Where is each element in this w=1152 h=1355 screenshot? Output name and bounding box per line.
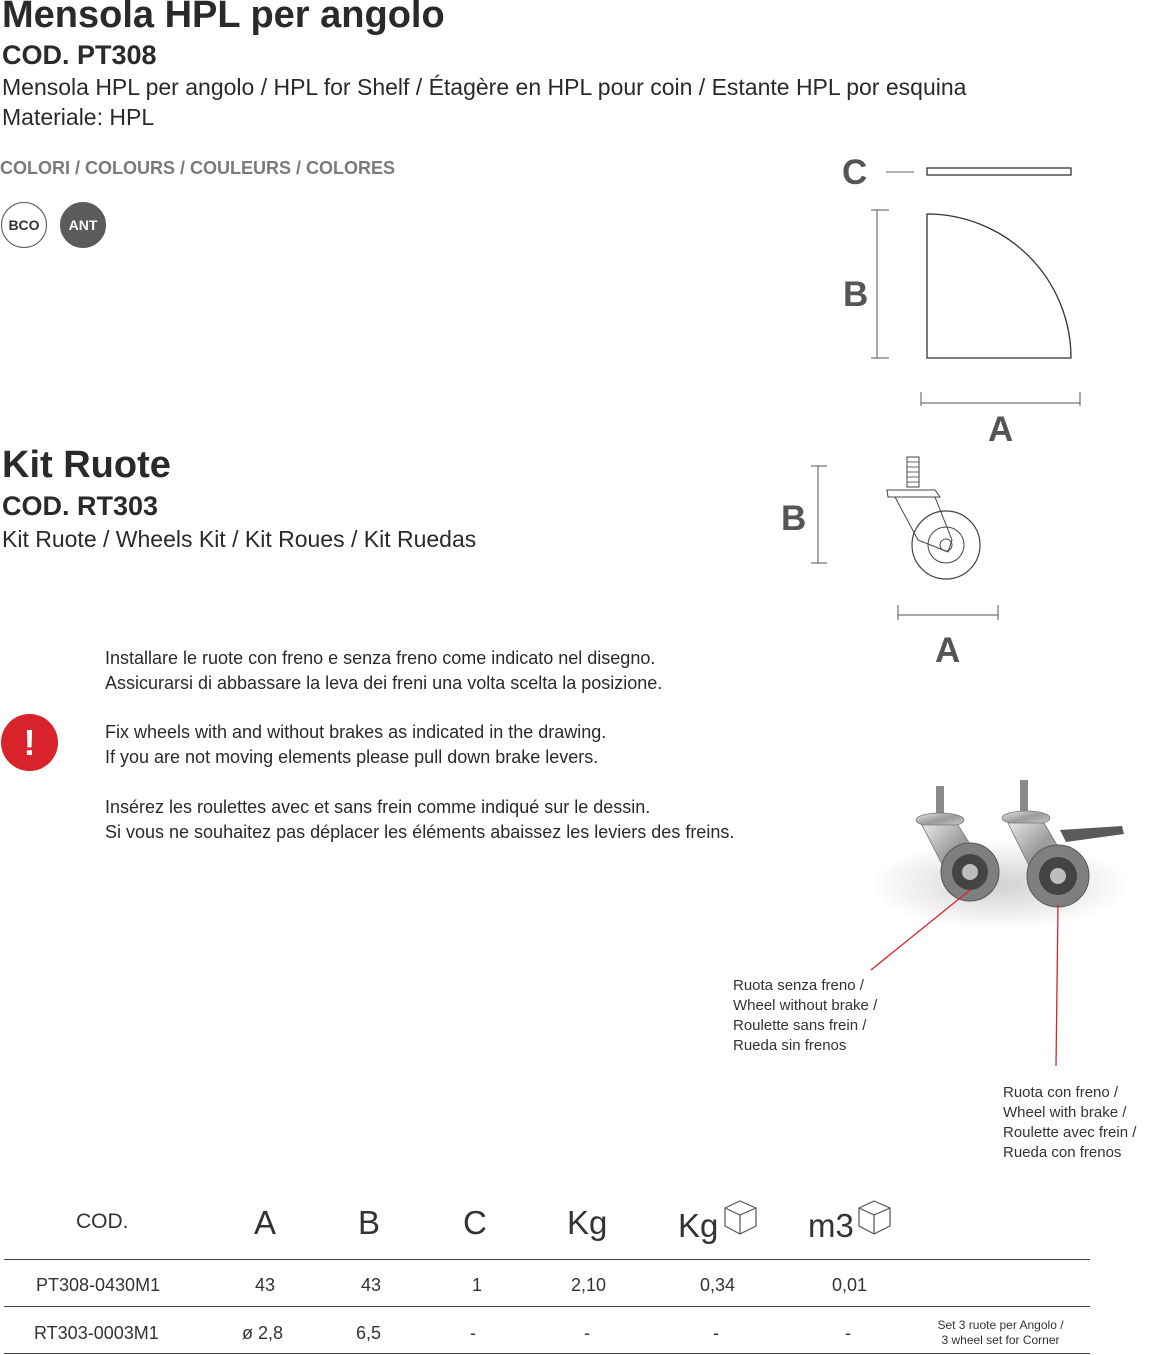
callout-line: Ruota con freno / [1003,1084,1119,1101]
callout-line: Rueda con frenos [1003,1144,1122,1161]
wheels-description: Kit Ruote / Wheels Kit / Kit Roues / Kit Ruedas [2,526,477,552]
colour-swatch-label: ANT [68,217,98,233]
table-cell-cod: PT308-0430M1 [36,1275,161,1295]
table-cell-c: - [470,1323,476,1343]
callout-line: Wheel without brake / [733,997,878,1014]
table-cell-a: 43 [255,1275,276,1295]
table-cell-m3: - [845,1323,851,1343]
table-cell-b: 6,5 [356,1323,382,1343]
callout-line: Rueda sin frenos [733,1037,847,1054]
wheel-dim-a-label: A [935,631,961,670]
shelf-title: Mensola HPL per angolo [2,0,445,36]
wheels-code: COD. RT303 [2,491,159,521]
instruction-fr-2: Si vous ne souhaitez pas déplacer les éléments abaissez les leviers des freins. [105,822,735,842]
callout-with-brake [1003,1083,1151,1163]
shelf-dim-b-label: B [843,275,869,314]
shelf-dim-c-label: C [842,153,868,192]
table-cell-m3: 0,01 [832,1275,868,1295]
box-icon [856,1198,896,1238]
table-cell-a: ø 2,8 [242,1323,284,1343]
table-cell-kg-box: - [713,1323,719,1343]
table-cell-cod: RT303-0003M1 [34,1323,159,1343]
table-cell-kg-box: 0,34 [700,1275,736,1295]
exclamation-icon: ! [1,714,58,771]
table-header-cod: COD. [76,1210,129,1233]
instruction-en-2: If you are not moving elements please pull down brake levers. [105,747,599,767]
instruction-fr-1: Insérez les roulettes avec et sans frein comme indiqué sur le dessin. [105,797,651,817]
table-header-c: C [463,1204,487,1241]
wheel-dim-b-label: B [781,499,807,538]
table-cell-kg: 2,10 [571,1275,607,1295]
table-header-b: B [358,1204,381,1241]
shelf-code: COD. PT308 [2,40,157,70]
shelf-dim-a-label: A [988,410,1014,449]
shelf-description: Mensola HPL per angolo / HPL for Shelf / Étagère en HPL pour coin / Estante HPL por esquina [2,74,967,100]
callout-line: Wheel with brake / [1003,1104,1127,1121]
callout-line: Roulette sans frein / [733,1017,867,1034]
table-cell-note [918,1318,1083,1348]
wheels-title: Kit Ruote [2,444,171,486]
instruction-en-1: Fix wheels with and without brakes as indicated in the drawing. [105,722,607,742]
callout-without-brake [733,976,933,1056]
table-header-a: A [254,1204,277,1241]
table-divider [4,1306,1090,1307]
table-cell-c: 1 [472,1275,483,1295]
table-header-kg-box: Kg [678,1207,719,1244]
table-cell-b: 43 [361,1275,382,1295]
instruction-it-1: Installare le ruote con freno e senza freno come indicato nel disegno. [105,648,656,668]
colour-swatch-label: BCO [8,217,40,233]
colours-heading: COLORI / COLOURS / COULEURS / COLORES [0,158,396,178]
callout-line: Ruota senza freno / [733,977,864,994]
note-line: 3 wheel set for Corner [941,1333,1060,1347]
table-header-kg: Kg [567,1204,608,1241]
note-line: Set 3 ruote per Angolo / [937,1318,1064,1332]
table-header-m3: m3 [808,1207,854,1244]
box-icon [722,1198,762,1238]
table-divider [4,1259,1090,1260]
callout-line: Roulette avec frein / [1003,1124,1137,1141]
instruction-it-2: Assicurarsi di abbassare la leva dei freni una volta scelta la posizione. [105,673,663,693]
shelf-material: Materiale: HPL [2,104,155,130]
table-divider [4,1353,1090,1354]
table-cell-kg: - [584,1323,590,1343]
